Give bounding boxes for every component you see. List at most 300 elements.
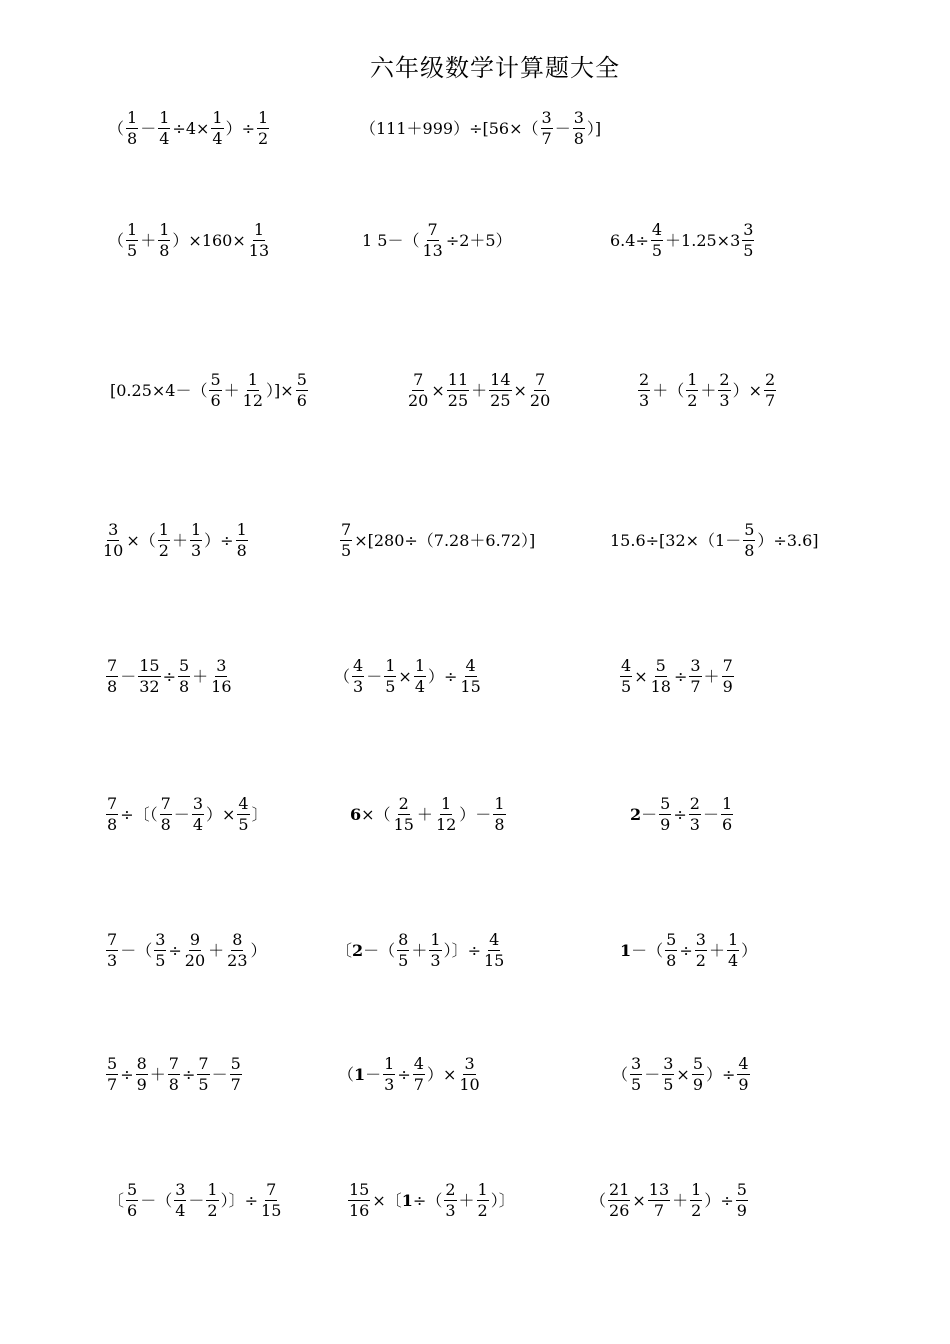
expr-text: ×[280÷（7.28＋6.72）] [354, 530, 536, 550]
expr-text: × [632, 1190, 646, 1210]
fraction-denominator: 8 [178, 677, 190, 696]
problem-r3c1 [110, 372, 310, 409]
fraction-numerator: 5 [655, 656, 666, 675]
fraction-denominator: 4 [212, 129, 223, 148]
fraction-numerator: 3 [663, 1054, 674, 1073]
expr-text: ＋ [171, 530, 188, 550]
expr-text: ＋ [708, 940, 725, 960]
fraction-numerator: 1 [727, 930, 739, 949]
fraction [160, 796, 172, 833]
fraction [722, 658, 734, 695]
problem-r6c2 [350, 796, 508, 833]
fraction-denominator: 7 [107, 1075, 118, 1094]
fraction-denominator: 2 [695, 951, 706, 970]
fraction [429, 932, 441, 969]
fraction [126, 1182, 138, 1219]
fraction-numerator: 3 [690, 656, 701, 675]
expr-text: × [676, 1064, 690, 1084]
fraction-denominator: 4 [414, 677, 425, 696]
expr-text: ）÷3.6] [757, 530, 819, 550]
expr-text: ×〔 [372, 1190, 402, 1210]
expr-text: － [188, 1190, 205, 1210]
problem-r2c3 [610, 222, 756, 259]
expr-text: （ [108, 118, 125, 138]
fraction [692, 1056, 704, 1093]
fraction-numerator: 5 [736, 1180, 747, 1199]
fraction-numerator: 1 [207, 1180, 218, 1199]
fraction-numerator: 7 [341, 520, 352, 539]
fraction-numerator: 2 [639, 370, 650, 389]
fraction-numerator: 3 [175, 1180, 186, 1199]
fraction-numerator: 7 [427, 220, 438, 239]
fraction-numerator: 1 [477, 1180, 488, 1199]
fraction-numerator: 21 [609, 1180, 630, 1199]
fraction-numerator: 3 [743, 220, 754, 239]
fraction-denominator: 7 [541, 129, 552, 148]
expr-text: ）×160× [172, 230, 246, 250]
fraction-denominator: 5 [385, 677, 396, 696]
fraction-numerator: 5 [296, 370, 307, 389]
fraction-denominator: 8 [494, 815, 505, 834]
fraction-numerator: 1 [430, 930, 441, 949]
fraction-numerator: 1 [190, 520, 202, 539]
fraction [397, 932, 409, 969]
fraction-denominator: 3 [639, 391, 650, 410]
fraction-numerator: 2 [398, 794, 409, 813]
fraction [483, 932, 505, 969]
fraction-numerator: 7 [160, 794, 171, 813]
fraction-denominator: 4 [175, 1201, 186, 1220]
fraction-numerator: 3 [631, 1054, 642, 1073]
fraction [190, 522, 202, 559]
fraction-denominator: 5 [398, 951, 409, 970]
expr-text: ÷ [397, 1064, 411, 1084]
fraction-numerator: 15 [139, 656, 160, 675]
fraction-denominator: 2 [477, 1201, 488, 1220]
expr-text: － [173, 804, 190, 824]
fraction [178, 658, 190, 695]
fraction-numerator: 4 [738, 1054, 749, 1073]
expr-text: 1 5－（ [362, 230, 420, 250]
fraction-numerator: 1 [494, 794, 505, 813]
fraction [421, 222, 443, 259]
problem-r8c3 [612, 1056, 752, 1093]
problem-r9c3 [590, 1182, 750, 1219]
fraction-denominator: 9 [722, 677, 733, 696]
fraction-denominator: 3 [384, 1075, 395, 1094]
expr-text: （ [590, 1190, 607, 1210]
problem-r9c1 [108, 1182, 284, 1219]
expr-text: ＋ [192, 666, 209, 686]
fraction [138, 658, 160, 695]
fraction-numerator: 1 [158, 520, 169, 539]
fraction [102, 522, 124, 559]
fraction-numerator: 3 [695, 930, 706, 949]
fraction [689, 658, 701, 695]
fraction [242, 372, 264, 409]
expr-text: ＋ [411, 940, 428, 960]
fraction-denominator: 20 [529, 391, 551, 410]
fraction-denominator: 5 [198, 1075, 209, 1094]
fraction-denominator: 9 [136, 1075, 147, 1094]
fraction [206, 1182, 218, 1219]
fraction [541, 110, 553, 147]
fraction-denominator: 6 [296, 391, 307, 410]
fraction [136, 1056, 148, 1093]
fraction-numerator: 1 [247, 370, 258, 389]
fraction-numerator: 7 [168, 1054, 179, 1073]
fraction-numerator: 1 [127, 220, 138, 239]
expr-bold-number: 2 [630, 804, 642, 824]
expr-text: ）÷ [225, 118, 256, 138]
fraction [184, 932, 206, 969]
expr-text: ）]× [266, 380, 294, 400]
fraction-numerator: 1 [414, 656, 425, 675]
fraction-numerator: 1 [236, 520, 247, 539]
fraction-numerator: 3 [573, 108, 584, 127]
fraction [662, 1056, 674, 1093]
expr-text: ÷〔（ [120, 804, 158, 824]
fraction-denominator: 9 [660, 815, 671, 834]
fraction-denominator: 6 [721, 815, 733, 834]
fraction-denominator: 5 [743, 241, 754, 260]
expr-text: ）÷ [204, 530, 234, 550]
fraction [435, 796, 457, 833]
expr-text: 6.4÷ [610, 230, 649, 250]
problem-r4c1 [100, 522, 250, 559]
fraction [727, 932, 739, 969]
expr-text: ）× [206, 804, 236, 824]
fraction [651, 222, 663, 259]
fraction [718, 372, 730, 409]
fraction [383, 1056, 395, 1093]
fraction-denominator: 3 [353, 677, 364, 696]
problem-r5c3 [618, 658, 736, 695]
fraction-numerator: 3 [464, 1054, 475, 1073]
fraction-numerator: 2 [765, 370, 776, 389]
fraction-denominator: 7 [230, 1075, 241, 1094]
fraction-denominator: 5 [127, 241, 138, 260]
fraction-numerator: 5 [666, 930, 677, 949]
fraction-numerator: 7 [107, 794, 118, 813]
fraction-denominator: 12 [435, 815, 457, 834]
fraction-numerator: 5 [744, 520, 755, 539]
fraction-denominator: 13 [248, 241, 270, 260]
fraction-numerator: 4 [353, 656, 364, 675]
fraction-numerator: 5 [107, 1054, 118, 1073]
expr-text: － [211, 1064, 228, 1084]
fraction-denominator: 20 [184, 951, 206, 970]
expr-bold-number: 2 [352, 940, 364, 960]
expr-bold-number: 6 [350, 804, 362, 824]
fraction [444, 1182, 456, 1219]
fraction [348, 1182, 370, 1219]
fraction [393, 796, 415, 833]
expr-text: ÷ [168, 940, 182, 960]
fraction-numerator: 7 [198, 1054, 209, 1073]
expr-text: ＋ [208, 940, 225, 960]
fraction [665, 932, 677, 969]
problem-r6c3 [630, 796, 735, 833]
fraction [493, 796, 505, 833]
expr-text: 〔 [336, 940, 353, 960]
fraction-numerator: 3 [155, 930, 166, 949]
fraction-denominator: 8 [159, 241, 170, 260]
expr-text: － [120, 666, 137, 686]
fraction [630, 1056, 642, 1093]
fraction [154, 932, 166, 969]
fraction-denominator: 8 [127, 129, 138, 148]
expr-text: × [513, 380, 527, 400]
fraction [248, 222, 270, 259]
fraction-denominator: 8 [107, 815, 118, 834]
fraction [106, 658, 118, 695]
fraction-denominator: 7 [653, 1201, 665, 1220]
expr-text: ）] [586, 118, 602, 138]
fraction [742, 222, 754, 259]
expr-text: ＋1.25×3 [665, 230, 741, 250]
fraction-denominator: 7 [413, 1075, 424, 1094]
fraction-numerator: 5 [660, 794, 671, 813]
fraction-numerator: 5 [127, 1180, 138, 1199]
fraction-denominator: 20 [408, 391, 429, 410]
fraction-denominator: 23 [227, 951, 248, 970]
problem-r5c1 [104, 658, 235, 695]
expr-text: ）－ [459, 804, 492, 824]
fraction-numerator: 8 [136, 1054, 147, 1073]
expr-text: － [702, 804, 719, 824]
fraction [608, 1182, 630, 1219]
fraction-numerator: 1 [159, 220, 170, 239]
fraction [477, 1182, 489, 1219]
expr-text: －（ [631, 940, 664, 960]
fraction-denominator: 9 [738, 1075, 749, 1094]
fraction-denominator: 10 [459, 1075, 480, 1094]
fraction-denominator: 2 [158, 541, 169, 560]
fraction-numerator: 3 [541, 108, 552, 127]
expr-text: （ [334, 666, 351, 686]
fraction-numerator: 3 [192, 794, 203, 813]
expr-text: － [366, 666, 383, 686]
fraction [260, 1182, 282, 1219]
expr-bold-number: 1 [401, 1190, 413, 1210]
fraction-numerator: 5 [210, 370, 221, 389]
problem-r7c2 [336, 932, 507, 969]
expr-text: ＋ [703, 666, 720, 686]
fraction-denominator: 15 [460, 677, 481, 696]
problem-r6c1 [104, 796, 268, 833]
problem-r4c3 [610, 522, 819, 559]
fraction [689, 796, 701, 833]
fraction [192, 796, 204, 833]
fraction-numerator: 7 [107, 656, 118, 675]
fraction-numerator: 1 [127, 108, 138, 127]
fraction-numerator: 1 [441, 794, 452, 813]
expr-text: ＋ [471, 380, 488, 400]
expr-text: ＋ [416, 804, 433, 824]
fraction-numerator: 8 [398, 930, 409, 949]
fraction-denominator: 9 [736, 1201, 747, 1220]
fraction-numerator: 14 [490, 370, 511, 389]
expr-text: ）÷ [428, 666, 458, 686]
fraction-numerator: 4 [621, 656, 632, 675]
expr-text: ÷ [679, 940, 693, 960]
expr-text: －（ [120, 940, 153, 960]
problem-r3c2 [405, 372, 553, 409]
expr-text: （111＋999）÷[56×（ [360, 118, 539, 138]
fraction-denominator: 9 [692, 1075, 703, 1094]
expr-text: （ [338, 1064, 355, 1084]
expr-text: ＋（ [652, 380, 685, 400]
problem-r5c2 [334, 658, 484, 695]
fraction-denominator: 4 [727, 951, 739, 970]
expr-text: ＋ [672, 1190, 689, 1210]
expr-text: ×（ [361, 804, 391, 824]
fraction-denominator: 2 [687, 391, 698, 410]
fraction [158, 522, 170, 559]
problem-r4c2 [338, 522, 535, 559]
expr-bold-number: 1 [354, 1064, 366, 1084]
fraction-numerator: 7 [107, 930, 118, 949]
fraction-numerator: 7 [534, 370, 546, 389]
fraction-denominator: 8 [107, 677, 118, 696]
expr-text: ＋ [700, 380, 717, 400]
fraction-numerator: 1 [212, 108, 223, 127]
fraction-denominator: 2 [691, 1201, 702, 1220]
expr-text: ＋ [458, 1190, 475, 1210]
fraction [106, 932, 118, 969]
fraction [413, 1056, 425, 1093]
fraction [737, 1056, 749, 1093]
fraction-numerator: 4 [465, 656, 476, 675]
expr-text: ）〕÷ [220, 1190, 259, 1210]
fraction-denominator: 18 [650, 677, 671, 696]
fraction [340, 522, 352, 559]
fraction [106, 1056, 118, 1093]
fraction-numerator: 4 [651, 220, 663, 239]
fraction-denominator: 3 [445, 1201, 456, 1220]
expr-text: ÷ [673, 804, 687, 824]
fraction-numerator: 1 [385, 656, 396, 675]
fraction [352, 658, 364, 695]
expr-text: × [634, 666, 648, 686]
fraction [489, 372, 511, 409]
fraction-denominator: 8 [573, 129, 584, 148]
fraction-denominator: 25 [447, 391, 469, 410]
expr-bold-number: 1 [620, 940, 632, 960]
fraction-numerator: 2 [719, 370, 730, 389]
fraction-numerator: 3 [216, 656, 227, 675]
fraction-numerator: 4 [413, 1054, 424, 1073]
expr-text: －（ [140, 1190, 173, 1210]
fraction [529, 372, 551, 409]
fraction-numerator: 7 [722, 656, 733, 675]
problem-r7c3 [620, 932, 757, 969]
expr-text: ）〕 [490, 1190, 515, 1210]
fraction-numerator: 9 [189, 930, 201, 949]
fraction [296, 372, 308, 409]
fraction-denominator: 3 [719, 391, 730, 410]
fraction-denominator: 4 [192, 815, 203, 834]
expr-text: [0.25×4－（ [110, 380, 208, 400]
page-title: 六年级数学计算题大全 [370, 54, 620, 82]
fraction-denominator: 3 [107, 951, 118, 970]
problem-r1c1 [108, 110, 271, 147]
fraction [168, 1056, 180, 1093]
expr-text: ÷ [162, 666, 176, 686]
fraction [197, 1056, 209, 1093]
fraction [743, 522, 755, 559]
fraction [659, 796, 671, 833]
fraction [158, 110, 170, 147]
fraction [620, 658, 632, 695]
fraction-denominator: 2 [258, 129, 269, 148]
fraction-denominator: 6 [210, 391, 221, 410]
expr-text: ÷ [673, 666, 688, 686]
fraction [230, 1056, 242, 1093]
fraction-numerator: 1 [721, 794, 733, 813]
expr-text: （ [108, 230, 125, 250]
fraction-numerator: 1 [258, 108, 269, 127]
fraction-numerator: 11 [447, 370, 469, 389]
fraction-denominator: 16 [211, 677, 232, 696]
fraction-denominator: 25 [490, 391, 511, 410]
expr-text: － [554, 118, 571, 138]
problem-r1c2 [360, 110, 601, 147]
problem-r8c1 [104, 1056, 244, 1093]
fraction [447, 372, 469, 409]
fraction-denominator: 3 [190, 541, 202, 560]
expr-text: （ [612, 1064, 629, 1084]
fraction-numerator: 7 [413, 370, 424, 389]
fraction [650, 658, 672, 695]
fraction-numerator: 7 [266, 1180, 277, 1199]
fraction-denominator: 5 [341, 541, 352, 560]
expr-text: × [431, 380, 445, 400]
problem-r8c2 [338, 1056, 483, 1093]
expr-text: × [398, 666, 412, 686]
fraction-denominator: 12 [242, 391, 264, 410]
fraction [174, 1182, 186, 1219]
fraction [126, 222, 138, 259]
fraction-denominator: 2 [207, 1201, 218, 1220]
fraction-denominator: 5 [631, 1075, 642, 1094]
expr-text: 15.6÷[32×（1－ [610, 530, 742, 550]
fraction [648, 1182, 670, 1219]
fraction-denominator: 8 [666, 951, 677, 970]
fraction-denominator: 4 [159, 129, 170, 148]
fraction [237, 796, 249, 833]
fraction-denominator: 3 [689, 815, 700, 834]
expr-text: ）〕÷ [443, 940, 481, 960]
fraction-denominator: 15 [393, 815, 414, 834]
fraction [736, 1182, 748, 1219]
fraction [573, 110, 585, 147]
fraction-denominator: 5 [621, 677, 632, 696]
expr-text: ÷2＋5） [445, 230, 512, 250]
expr-text: － [365, 1064, 382, 1084]
expr-text: ） [741, 940, 758, 960]
fraction [407, 372, 429, 409]
fraction-numerator: 1 [691, 1180, 702, 1199]
fraction-numerator: 2 [689, 794, 700, 813]
expr-text: ）× [732, 380, 763, 400]
fraction [126, 110, 138, 147]
fraction-numerator: 8 [232, 930, 243, 949]
fraction [210, 658, 232, 695]
problem-r9c2 [346, 1182, 515, 1219]
fraction-numerator: 5 [178, 656, 190, 675]
